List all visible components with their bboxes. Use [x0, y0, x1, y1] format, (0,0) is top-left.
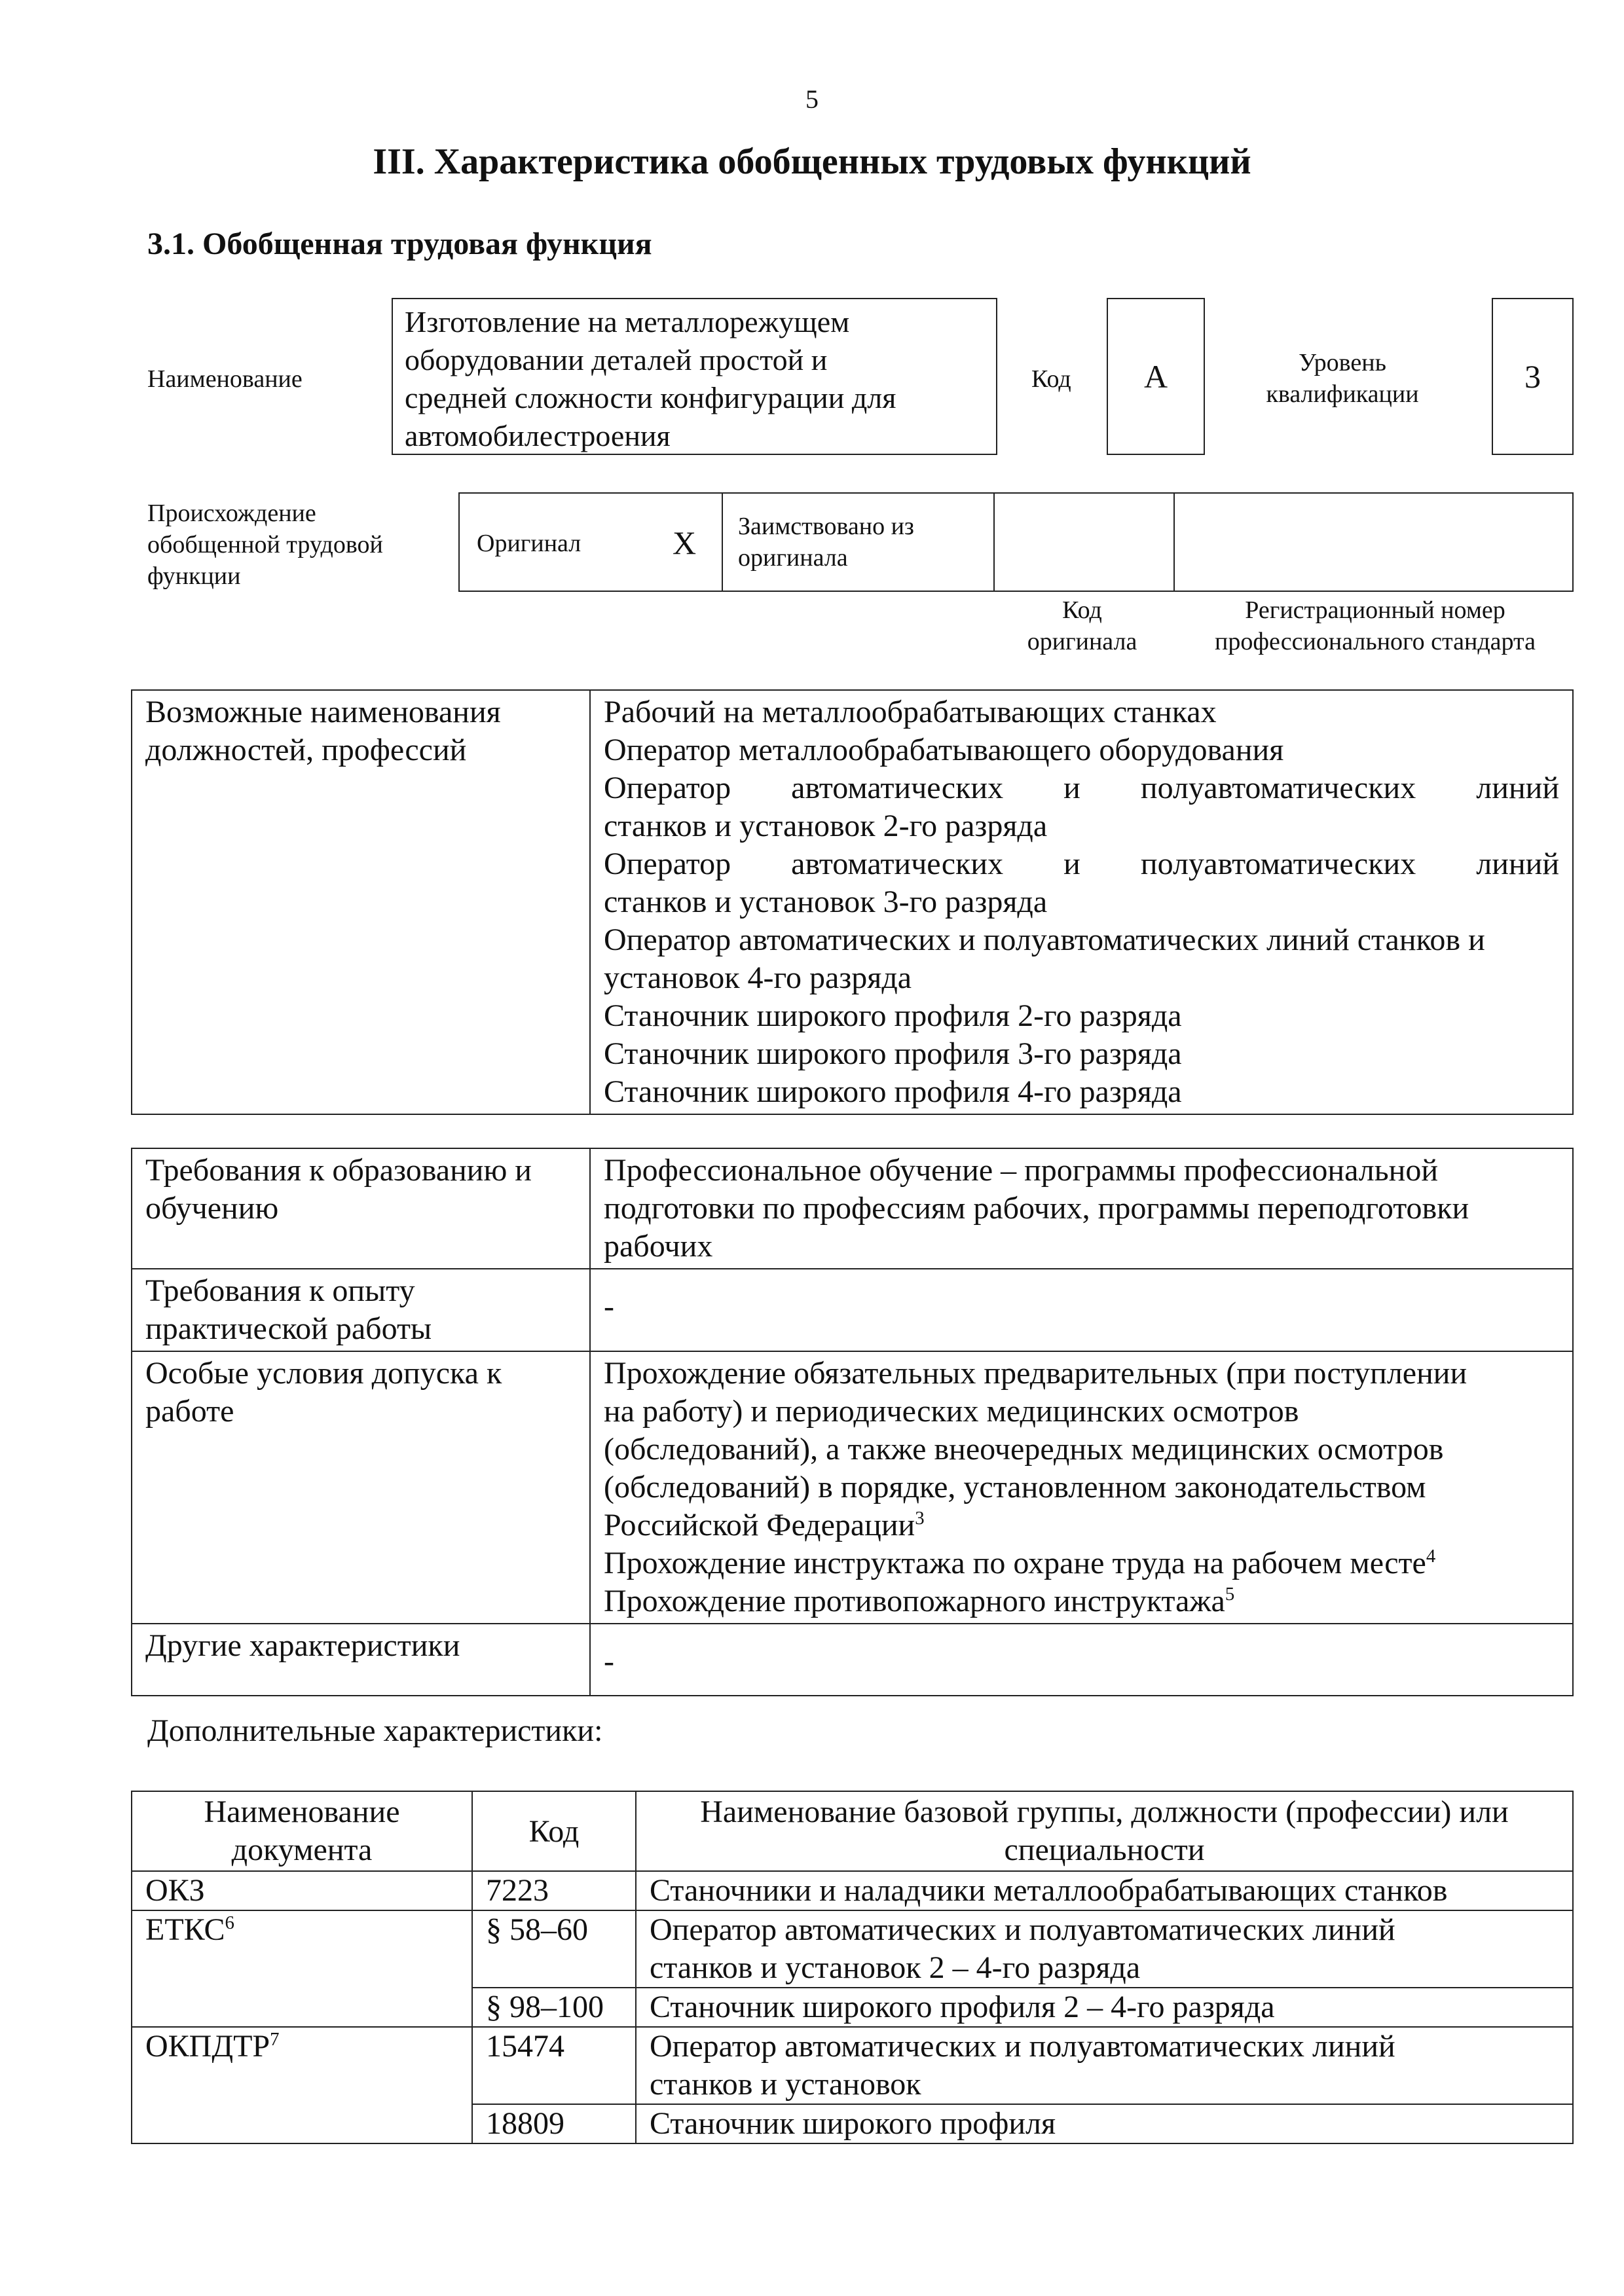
- position-item: станков и установок 3-го разряда: [604, 884, 1048, 919]
- positions-label: [132, 690, 590, 1114]
- position-item: Рабочий на металлообрабатывающих станках: [604, 695, 1217, 729]
- row-doc: [132, 1988, 472, 2027]
- label-line: Требования к опыту: [145, 1273, 415, 1308]
- page-title: III. Характеристика обобщенных трудовых функций: [373, 141, 1251, 182]
- experience-value: -: [590, 1269, 1573, 1351]
- row-doc: [132, 1910, 472, 1988]
- positions-list: [590, 690, 1573, 1114]
- position-item: установок 4-го разряда: [604, 960, 912, 995]
- value-line: [604, 1582, 1559, 1620]
- footnote-ref: 4: [1426, 1546, 1436, 1567]
- level-label-line: квалификации: [1266, 380, 1419, 408]
- experience-label: [132, 1269, 590, 1351]
- positions-table: [131, 689, 1574, 1115]
- position-item: Оператор автоматических и полуавтоматических линий станков и: [604, 922, 1485, 957]
- value-line: на работу) и периодических медицинских осмотров: [604, 1394, 1299, 1429]
- row-name: [636, 2104, 1573, 2143]
- name-line: станков и установок: [650, 2067, 921, 2102]
- caption-line: профессионального стандарта: [1215, 628, 1536, 655]
- name-line: станков и установок 2 – 4-го разряда: [650, 1950, 1141, 1985]
- additional-caption: Дополнительные характеристики:: [147, 1713, 603, 1748]
- row-code: 7223: [472, 1871, 636, 1910]
- code-original-caption: [992, 594, 1172, 657]
- position-item: станков и установок 2-го разряда: [604, 809, 1048, 843]
- header-line: специальности: [1004, 1832, 1205, 1867]
- header-code: Код: [472, 1791, 636, 1871]
- value-text: Прохождение инструктажа по охране труда на рабочем месте: [604, 1546, 1426, 1580]
- value-line: [604, 1544, 1559, 1582]
- caption-line: оригинала: [1027, 628, 1137, 655]
- borrowed-label: [738, 511, 914, 574]
- name-line: Станочники и наладчики металлообрабатывающих станков: [650, 1873, 1448, 1908]
- row-code: 18809: [472, 2104, 636, 2143]
- label-line: Возможные наименования: [145, 695, 501, 729]
- origin-label-line: обобщенной трудовой: [147, 531, 383, 558]
- name-line: Оператор автоматических и полуавтоматических линий: [650, 1912, 1395, 1947]
- borrowed-label-line: Заимствовано из: [738, 513, 914, 540]
- row-name: [636, 1910, 1573, 1988]
- origin-label-line: функции: [147, 562, 241, 590]
- row-name: [636, 1988, 1573, 2027]
- row-code: 15474: [472, 2027, 636, 2104]
- section-title: 3.1. Обобщенная трудовая функция: [147, 227, 652, 261]
- code-label: Код: [1031, 365, 1071, 393]
- origin-divider: [1173, 494, 1175, 591]
- header-doc: [132, 1791, 472, 1871]
- caption-line: Код: [1062, 596, 1102, 624]
- value-line: [604, 1506, 1559, 1544]
- origin-divider: [993, 494, 995, 591]
- label-line: практической работы: [145, 1311, 432, 1346]
- label-line: Особые условия допуска к: [145, 1356, 502, 1391]
- name-line: средней сложности конфигурации для: [405, 381, 896, 414]
- value-text: Прохождение противопожарного инструктажа: [604, 1584, 1225, 1618]
- row-doc: [132, 2104, 472, 2143]
- reg-number-caption: [1175, 594, 1575, 657]
- doc-text: ОКПДТР: [145, 2029, 270, 2064]
- value-line: подготовки по профессиям рабочих, программы переподготовки: [604, 1191, 1469, 1226]
- header-line: документа: [231, 1832, 373, 1867]
- row-name: [636, 1871, 1573, 1910]
- name-value-box: [392, 298, 997, 455]
- level-label-line: Уровень: [1299, 349, 1386, 376]
- borrowed-label-line: оригинала: [738, 544, 848, 572]
- value-line: Профессиональное обучение – программы профессиональной: [604, 1153, 1439, 1188]
- label-line: должностей, профессий: [145, 733, 467, 767]
- name-line: оборудовании деталей простой и: [405, 343, 828, 376]
- level-label: [1231, 347, 1454, 410]
- value-line: (обследований), а также внеочередных медицинских осмотров: [604, 1432, 1444, 1467]
- other-value: -: [590, 1624, 1573, 1696]
- additional-table: [131, 1791, 1574, 2144]
- special-label: [132, 1351, 590, 1624]
- row-name: [636, 2027, 1573, 2104]
- original-label: Оригинал: [477, 530, 581, 557]
- level-value: 3: [1492, 298, 1574, 455]
- education-value: [590, 1148, 1573, 1269]
- footnote-ref: 7: [270, 2029, 280, 2050]
- code-value: А: [1107, 298, 1205, 455]
- row-doc: [132, 1871, 472, 1910]
- origin-label: [147, 498, 383, 592]
- footnote-ref: 5: [1225, 1584, 1235, 1605]
- requirements-table: [131, 1148, 1574, 1696]
- origin-divider: [722, 494, 723, 591]
- value-text: Российской Федерации: [604, 1508, 915, 1542]
- row-code: § 58–60: [472, 1910, 636, 1988]
- footnote-ref: 6: [225, 1912, 234, 1933]
- name-line: автомобилестроения: [405, 419, 671, 452]
- value-line: Прохождение обязательных предварительных (при поступлении: [604, 1356, 1467, 1391]
- name-line: Станочник широкого профиля 2 – 4-го разряда: [650, 1990, 1275, 2024]
- label-line: работе: [145, 1394, 234, 1429]
- origin-box: [458, 492, 1574, 592]
- position-item: Станочник широкого профиля 3-го разряда: [604, 1036, 1182, 1071]
- row-doc: [132, 2027, 472, 2104]
- row-code: § 98–100: [472, 1988, 636, 2027]
- header-line: Наименование: [204, 1795, 400, 1829]
- footnote-ref: 3: [915, 1508, 925, 1529]
- caption-line: Регистрационный номер: [1245, 596, 1505, 624]
- doc-text: ЕТКС: [145, 1912, 225, 1947]
- name-line: Оператор автоматических и полуавтоматических линий: [650, 2029, 1395, 2064]
- value-line: (обследований) в порядке, установленном законодательством: [604, 1470, 1426, 1504]
- header-name: [636, 1791, 1573, 1871]
- position-item: Оператор автоматических и полуавтоматических линий: [604, 771, 1559, 805]
- name-line: Станочник широкого профиля: [650, 2106, 1056, 2141]
- special-value: [590, 1351, 1573, 1624]
- name-label: Наименование: [147, 365, 303, 393]
- position-item: Станочник широкого профиля 2-го разряда: [604, 998, 1182, 1033]
- page-number: 5: [805, 84, 819, 114]
- origin-label-line: Происхождение: [147, 500, 316, 527]
- label-line: обучению: [145, 1191, 279, 1226]
- position-item: Оператор автоматических и полуавтоматических линий: [604, 847, 1559, 881]
- name-line: Изготовление на металлорежущем: [405, 305, 850, 338]
- education-label: [132, 1148, 590, 1269]
- header-line: Наименование базовой группы, должности (профессии) или: [700, 1795, 1509, 1829]
- label-line: Требования к образованию и: [145, 1153, 532, 1188]
- doc-text: ОКЗ: [145, 1873, 205, 1908]
- other-label: Другие характеристики: [132, 1624, 590, 1696]
- position-item: Станочник широкого профиля 4-го разряда: [604, 1074, 1182, 1109]
- original-mark: Х: [673, 524, 697, 561]
- value-line: рабочих: [604, 1229, 713, 1264]
- position-item: Оператор металлообрабатывающего оборудования: [604, 733, 1284, 767]
